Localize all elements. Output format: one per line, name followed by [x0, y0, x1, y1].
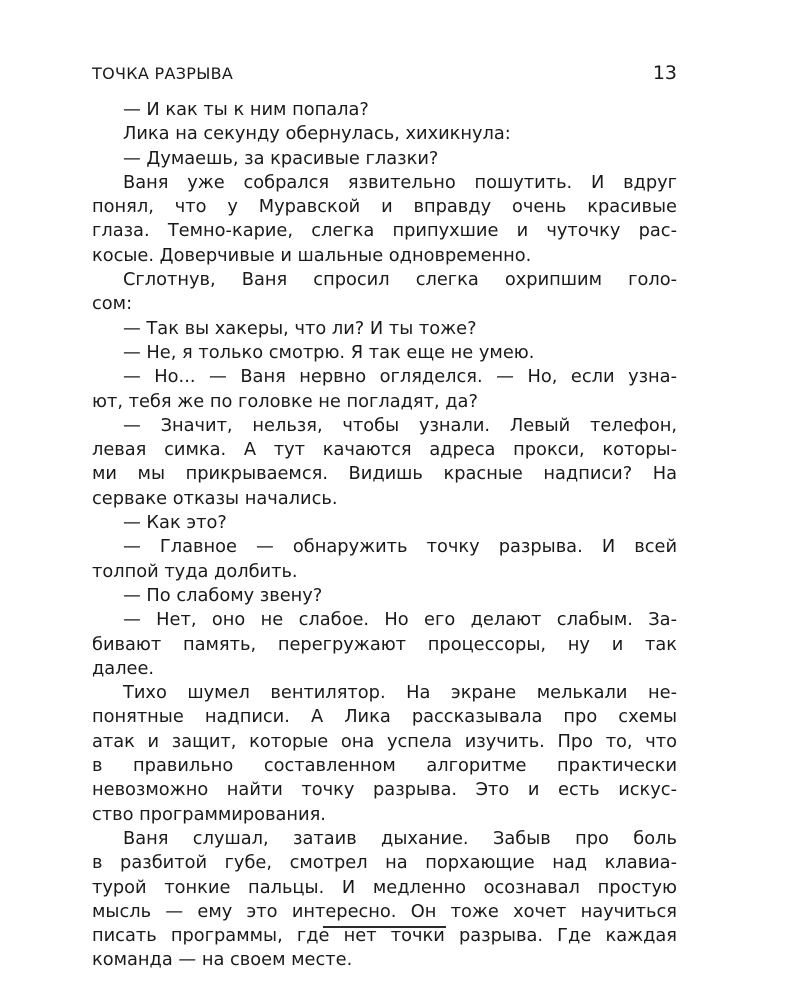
text-line: в разбитой губе, смотрел на порхающие над клавиа- [92, 852, 677, 874]
text-line: толпой туда долбить. [92, 560, 298, 582]
text-line: — Нет, оно не слабое. Но его делают слабым. За- [123, 609, 677, 631]
text-line: — Значит, нельзя, чтобы узнали. Левый телефон, [123, 414, 677, 436]
page-header [92, 60, 677, 88]
text-line: атак и защит, которые она успела изучить. Про то, что [92, 730, 677, 752]
text-line: Ваня слушал, затаив дыхание. Забыв про боль [123, 827, 677, 849]
running-title: ТОЧКА РАЗРЫВА [92, 64, 234, 83]
text-line: далее. [92, 657, 155, 679]
text-line: Ваня уже собрался язвительно пошутить. И вдруг [123, 171, 677, 193]
text-line: Тихо шумел вентилятор. На экране мелькали не- [123, 682, 677, 704]
text-line: — И как ты к ним попала? [123, 99, 369, 120]
page-number: 13 [652, 62, 677, 84]
body-text [92, 98, 677, 973]
text-line: косые. Доверчивые и шальные одновременно. [92, 244, 532, 266]
text-line: бивают память, перегружают процессоры, ну и так [92, 633, 677, 655]
text-line: — По слабому звену? [123, 584, 323, 606]
text-line: сом: [92, 293, 133, 315]
text-line: понял, что у Муравской и вправду очень красивые [92, 196, 677, 218]
text-line: невозможно найти точку разрыва. Это и есть искус- [92, 779, 677, 801]
text-line: — Так вы хакеры, что ли? И ты тоже? [123, 317, 477, 339]
text-line: Лика на секунду обернулась, хихикнула: [123, 123, 511, 145]
text-line: — Главное — обнаружить точку разрыва. И всей [123, 536, 677, 558]
text-line: ют, тебя же по головке не погладят, да? [92, 390, 478, 412]
text-line: — Не, я только смотрю. Я так еще не умею. [123, 341, 535, 363]
text-line: глаза. Темно-карие, слегка припухшие и чуточку рас- [92, 220, 677, 242]
text-line: — Но... — Ваня нервно огляделся. — Но, если узна- [123, 366, 677, 388]
text-line: писать программы, где нет точки разрыва. Где каждая [92, 925, 677, 947]
text-line: понятные надписи. А Лика рассказывала про схемы [92, 706, 677, 728]
text-line: команда — на своем месте. [92, 949, 353, 971]
section-divider [323, 926, 446, 928]
text-line: турой тонкие пальцы. И медленно осознавал простую [92, 876, 677, 898]
text-line: ми мы прикрываемся. Видишь красные надписи? На [92, 463, 677, 485]
text-line: Сглотнув, Ваня спросил слегка охрипшим голо- [123, 269, 677, 291]
text-line: — Думаешь, за красивые глазки? [123, 147, 439, 169]
text-line: — Как это? [123, 512, 227, 534]
text-line: в правильно составленном алгоритме практически [92, 755, 677, 777]
text-line: ство программирования. [92, 803, 326, 825]
text-line: серваке отказы начались. [92, 487, 338, 509]
text-line: левая симка. А тут качаются адреса прокси, которы- [92, 439, 677, 461]
text-line: мысль — ему это интересно. Он тоже хочет научиться [92, 900, 677, 922]
